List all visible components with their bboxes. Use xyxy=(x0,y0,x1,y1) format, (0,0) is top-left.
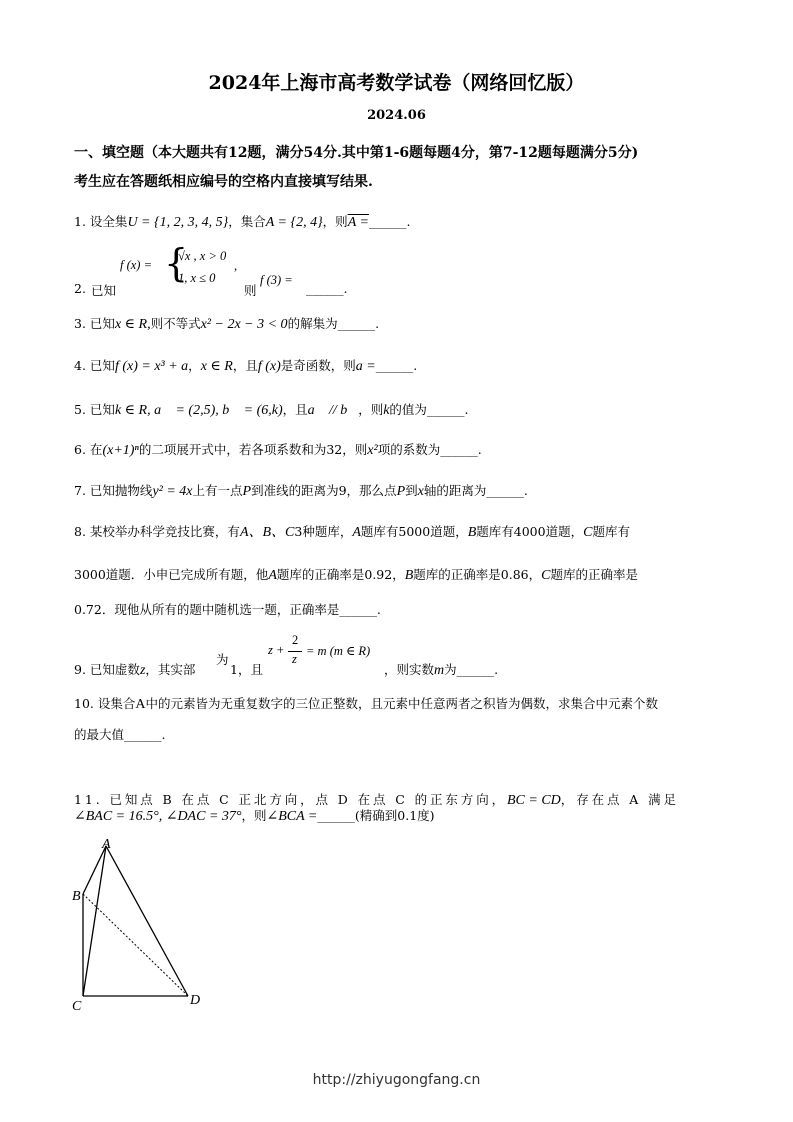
label-d: D xyxy=(190,993,201,1008)
question-7: 7. 已知抛物线y² = 4x上有一点P到准线的距离为9，那么点P到x轴的距离为______. xyxy=(74,483,528,499)
label-c: C xyxy=(72,999,82,1014)
segment-bd-dashed xyxy=(83,894,188,996)
exam-date: 2024.06 xyxy=(367,108,426,123)
question-4: 4. 已知f (x) = x³ + a，x ∈ R，且f (x)是奇函数，则a =______. xyxy=(74,358,418,374)
section-instruction: 考生应在答题纸相应编号的空格内直接填写结果. xyxy=(74,174,373,190)
exam-title: 2024年上海市高考数学试卷（网络回忆版） xyxy=(208,72,585,94)
question-1: 1. 设全集U = {1, 2, 3, 4, 5}，集合A = {2, 4}，则A =______. xyxy=(74,214,411,230)
geometry-figure xyxy=(66,834,216,1014)
section-heading: 一、填空题（本大题共有12题，满分54分.其中第1-6题每题4分，第7-12题每题满分5分) xyxy=(74,145,639,161)
question-3: 3. 已知x ∈ R,则不等式x² − 2x − 3 < 0的解集为______. xyxy=(74,316,380,332)
question-5: 5. 已知k ∈ R, a⃗ = (2,5), b⃗ = (6,k)，且a⃗ // b⃗，则k的值为______. xyxy=(74,402,469,418)
footer-url: http://zhiyugongfang.cn xyxy=(312,1072,481,1088)
segment-ad xyxy=(106,846,188,996)
label-a: A xyxy=(102,837,111,852)
label-b: B xyxy=(72,889,81,904)
question-6: 6. 在(x+1)ⁿ的二项展开式中，若各项系数和为32，则x²项的系数为______. xyxy=(74,442,482,458)
